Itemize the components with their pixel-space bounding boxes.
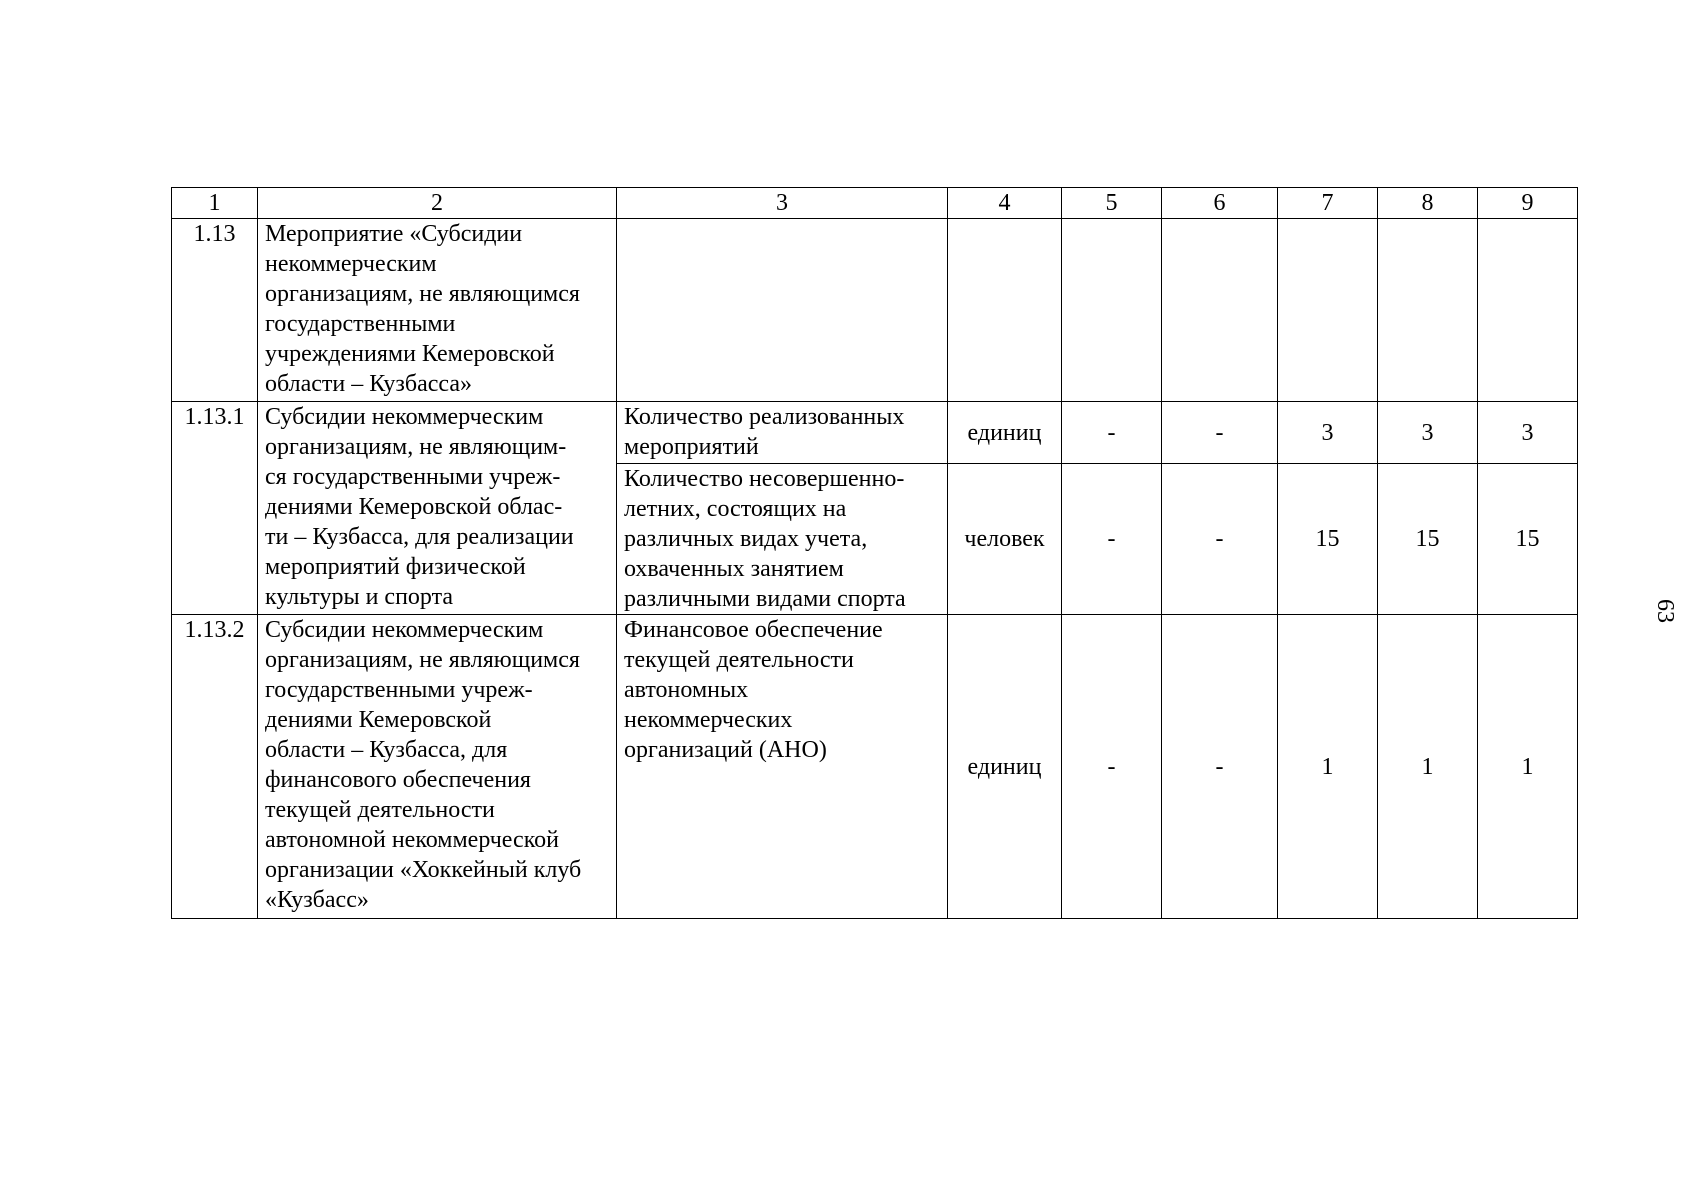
activity-name: Мероприятие «Субсидии некоммерческим организациям, не являющимся государственными учреждениями Кемеровской области – Кузбасса» [258, 219, 617, 402]
value-cell: 3 [1478, 402, 1578, 464]
value-cell: 15 [1278, 464, 1378, 615]
value-cell: 3 [1378, 402, 1478, 464]
unit-cell: единиц [948, 615, 1062, 919]
value-cell [1062, 219, 1162, 402]
value-cell: - [1162, 615, 1278, 919]
value-cell: 15 [1478, 464, 1578, 615]
table-row [172, 219, 1578, 402]
activity-name: Субсидии некоммерческим организациям, не являющимся государственными учреж- дениями Кемеровской области – Кузбасса, для финансового обеспечения текущей деятельности автономной некоммерческой организации «Хоккейный клуб «Кузбасс» [258, 615, 617, 919]
unit-cell [948, 219, 1062, 402]
column-number: 8 [1378, 188, 1478, 219]
column-number: 5 [1062, 188, 1162, 219]
value-cell [1278, 219, 1378, 402]
column-number-row [172, 188, 1578, 219]
column-number: 3 [617, 188, 948, 219]
column-number: 9 [1478, 188, 1578, 219]
value-cell: - [1062, 464, 1162, 615]
unit-cell: человек [948, 464, 1062, 615]
value-cell: - [1062, 402, 1162, 464]
row-code: 1.13.1 [172, 402, 258, 615]
value-cell: 3 [1278, 402, 1378, 464]
value-cell [1478, 219, 1578, 402]
value-cell: - [1162, 402, 1278, 464]
value-cell: - [1162, 464, 1278, 615]
row-code: 1.13.2 [172, 615, 258, 919]
column-number: 1 [172, 188, 258, 219]
value-cell [1378, 219, 1478, 402]
table-row [172, 615, 1578, 919]
column-number: 7 [1278, 188, 1378, 219]
value-cell: - [1062, 615, 1162, 919]
column-number: 4 [948, 188, 1062, 219]
table-row [172, 402, 1578, 464]
page-number: 63 [1652, 599, 1678, 623]
value-cell [1162, 219, 1278, 402]
unit-cell: единиц [948, 402, 1062, 464]
column-number: 2 [258, 188, 617, 219]
value-cell: 1 [1278, 615, 1378, 919]
indicator-name: Финансовое обеспечение текущей деятельности автономных некоммерческих организаций (АНО) [617, 615, 948, 919]
column-number: 6 [1162, 188, 1278, 219]
indicator-name: Количество несовершенно- летних, состоящих на различных видах учета, охваченных занятием различными видами спорта [617, 464, 948, 615]
activity-name: Субсидии некоммерческим организациям, не являющим- ся государственными учреж- дениями Кемеровской облас- ти – Кузбасса, для реализации мероприятий физической культуры и спорта [258, 402, 617, 615]
value-cell: 1 [1478, 615, 1578, 919]
value-cell: 1 [1378, 615, 1478, 919]
indicators-table [171, 187, 1578, 919]
value-cell: 15 [1378, 464, 1478, 615]
indicator-name: Количество реализованных мероприятий [617, 402, 948, 464]
row-code: 1.13 [172, 219, 258, 402]
indicator-cell [617, 219, 948, 402]
